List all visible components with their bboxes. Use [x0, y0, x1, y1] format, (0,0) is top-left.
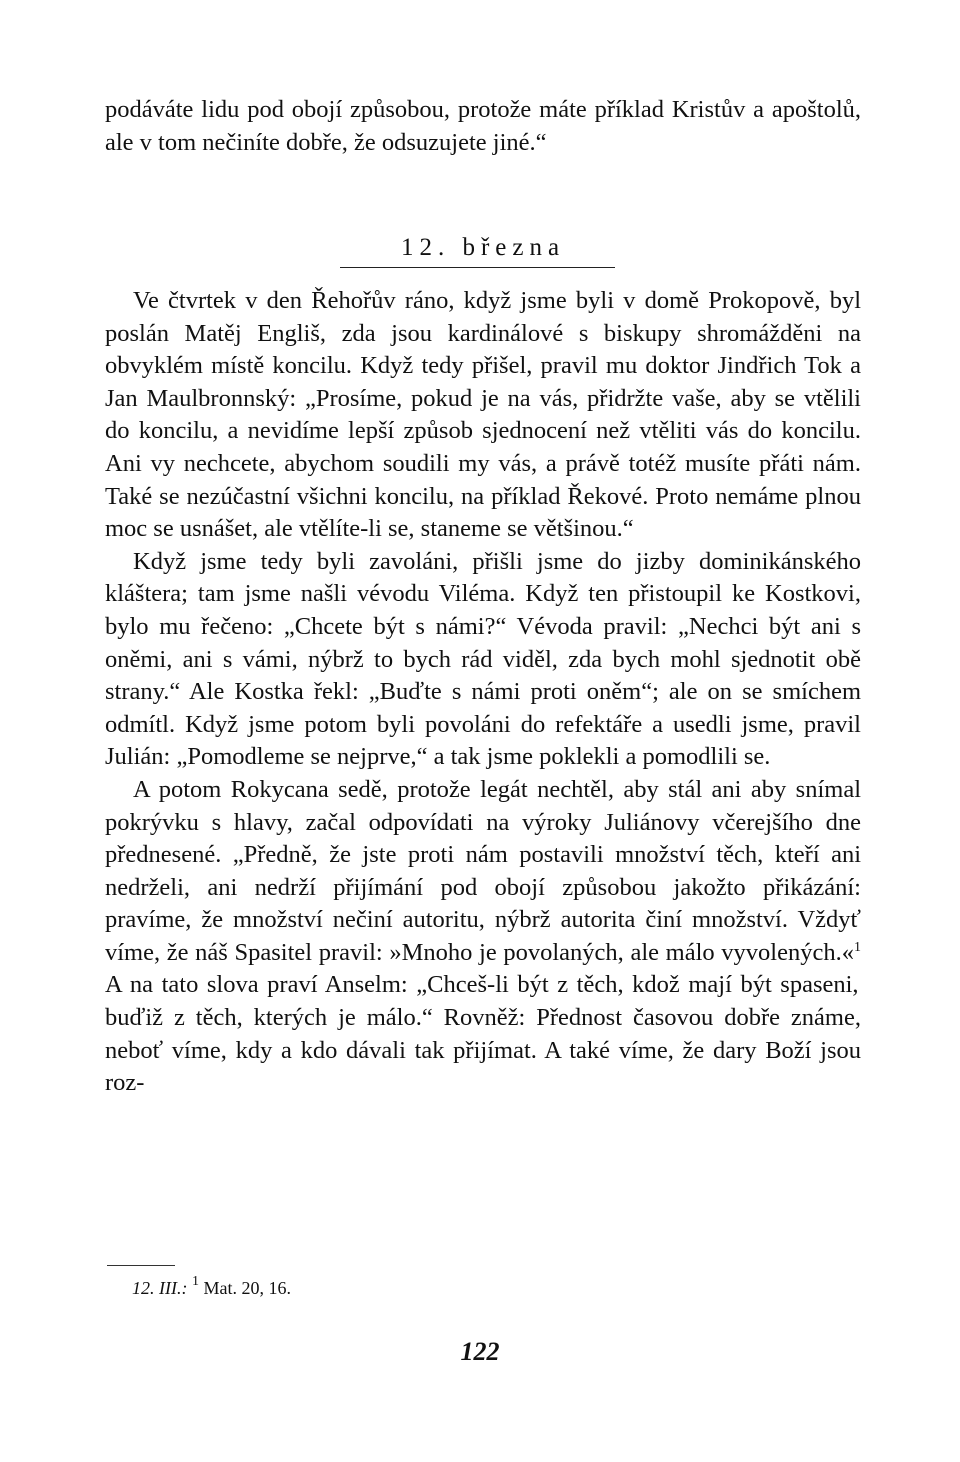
- paragraph-with-footnote: [105, 774, 861, 1100]
- page-number: 122: [460, 1337, 500, 1366]
- footnote-marker: 1: [854, 939, 861, 955]
- footnote-number: 1: [191, 1274, 199, 1289]
- footnote: [132, 1276, 291, 1300]
- footnote-text: Mat. 20, 16.: [203, 1278, 291, 1298]
- paragraph: Když jsme tedy byli zavoláni, přišli jsme do jizby dominikánského kláštera; tam jsme našli vévodu Viléma. Když ten přistoupil ke Kostkovi, bylo mu řečeno: „Chcete být s námi?“ Vévoda pravil: „Nechci být ani s oněmi, ani s vámi, nýbrž to bych rád viděl, zda bych mohl sjednotit obě strany.“ Ale Kostka řekl: „Buďte s námi proti oněm“; ale on se smíchem odmítl. Když jsme potom byli povoláni do refektáře a usedli jsme, pravil Julián: „Pomodleme se nejprve,“ a tak jsme poklekli a pomodlili se.: [105, 547, 861, 771]
- paragraph-continued: podáváte lidu pod obojí způsobou, protože máte příklad Kristův a apoštolů, ale v tom nečiníte dobře, že odsuzujete jiné.“: [105, 96, 861, 156]
- footnote-ref: 12. III.:: [132, 1278, 188, 1298]
- paragraph-text: A potom Rokycana sedě, protože legát nechtěl, aby stál ani aby snímal pokrývku s hlavy, začal odpovídati na výroky Juliánovy včerejšího dne přednesené. „Předně, že jste proti nám postavili množství těch, kteří ani nedrželi, ani nedrží přijímání pod obojí způsobou jakožto přikázání: pravíme, že množství nečiní autoritu, nýbrž autorita činí množství. Vždyť víme, že náš Spasitel pravil: »Mnoho je povolaných, ale málo vyvolených.«: [105, 775, 861, 966]
- text-block-main: [105, 285, 861, 1100]
- date-heading: 12. března: [400, 234, 566, 261]
- heading-rule: [340, 267, 615, 268]
- paragraph-text: A na tato slova praví Anselm: „Chceš-li být z těch, kdož mají být spaseni, buďiž z těch, kterých je málo.“ Rovněž: Přednost časovou dobře známe, neboť víme, kdy a kdo dávali tak přijímat. A také víme, že dary Boží jsou roz-: [105, 971, 861, 1097]
- footnote-rule: [107, 1265, 175, 1266]
- text-block-top: [105, 94, 861, 159]
- paragraph: Ve čtvrtek v den Řehořův ráno, když jsme byli v domě Prokopově, byl poslán Matěj Engliš, zda jsou kardinálové s biskupy shromážděni na obvyklém místě koncilu. Když tedy přišel, pravil mu doktor Jindřich Tok a Jan Maulbronnský: „Prosíme, pokud je na vás, přidržte vaše, aby se vtělili do koncilu, a nevidíme lepší způsob sjednocení než vtěliti vás do koncilu. Ani vy nechcete, abychom soudili my vás, a právě totéž musíte přáti nám. Také se nezúčastní všichni koncilu, na příklad Řekové. Proto nemáme plnou moc se usnášet, ale vtělíte-li se, staneme se většinou.“: [105, 287, 861, 543]
